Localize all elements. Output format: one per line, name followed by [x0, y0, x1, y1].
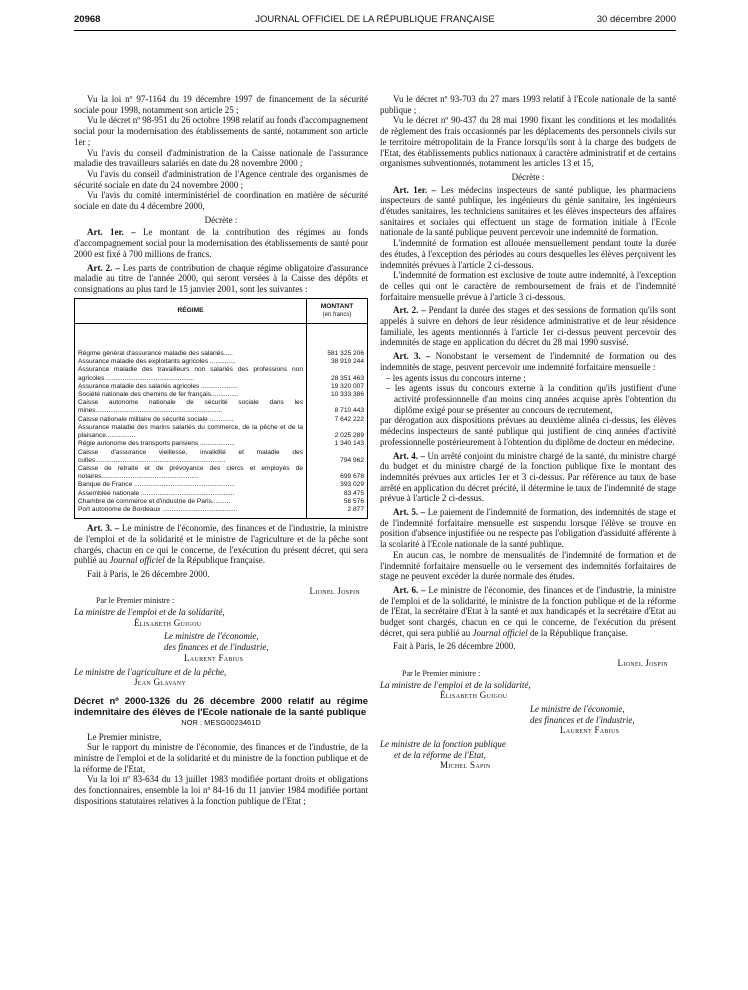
minister-title: Le ministre de l'économie, [530, 703, 625, 714]
decree-title: Décret nº 2000-1326 du 26 décembre 2000 relatif au régime indemnitaire des élèves de l'Ecole nationale de la santé publique [74, 695, 368, 718]
table-row [75, 383, 368, 391]
table-row [75, 481, 368, 489]
montant-cell: 19 320 007 [307, 383, 368, 391]
article-text: Le montant de la contribution des régimes au fonds d'accompagnement social pour la modernisation des établissements de santé pour 2000 est fixé à 700 millions de francs. [74, 227, 369, 259]
regime-cell: Régie autonome des transports parisiens ................... [78, 440, 235, 448]
regime-cell: Assurance maladie des travailleurs non salariés des professions non agricoles ................................................ [78, 366, 303, 382]
right-column [380, 94, 676, 771]
montant-cell: 581 325 206 [307, 324, 368, 359]
visa-paragraph: Vu le décret nº 98-951 du 26 octobre 1998 relatif au fonds d'accompagnement social pour la modernisation des établissements de santé, notamment son article 1er ; [74, 115, 368, 147]
visa-paragraph: Sur le rapport du ministre de l'économie, des finances et de l'industrie, de la ministre de l'emploi et de la solidarité et du ministre de la fonction publique et de la réforme de l'Etat, [74, 742, 368, 774]
article-4: Art. 4. – Un arrêté conjoint du ministre chargé de la santé, du ministre chargé du budget et du ministre chargé de la fonction publique fixe le montant des indemnités prévues aux articles 1er et 3 ci-dessus. Par référence au taux de base arrêté en application du décret précité, il détermine le taux de l'indemnité de stage prévue à l'article 2 ci-dessus. [380, 450, 677, 504]
montant-cell: 794 962 [307, 449, 368, 465]
article-label: Art. 5. – [393, 507, 426, 518]
article-2: Art. 2. – Pendant la durée des stages et des sessions de formation qu'ils sont appelés à suivre en dehors de leur résidence administrative et de leur résidence familiale, les agents mentionnés à l'article 1er ci-dessus peuvent percevoir des indemnités de stage en application du décret du 28 mai 1990 susvisé. [380, 305, 677, 348]
table-row [75, 498, 368, 506]
nor-reference: NOR : MESG0023461D [181, 717, 261, 727]
visa-paragraph: Vu l'avis du conseil d'administration de la Caisse nationale de l'assurance maladie des travailleurs salariés en date du 28 novembre 2000 ; [74, 147, 368, 169]
table-row [75, 358, 368, 366]
article-label: Art. 1er. – [87, 227, 136, 238]
paragraph: par dérogation aux dispositions prévues au deuxième alinéa ci-dessus, les élèves médecins inspecteurs de santé publique qui justifient de cinq années d'activité professionnelle postérieurement à l'obtention du diplôme de docteur en médecine. [380, 415, 676, 447]
minister-title: La ministre de l'emploi et de la solidarité, [380, 679, 531, 690]
montant-cell: 2 877 [307, 506, 368, 519]
table-row [75, 449, 368, 465]
left-column [74, 94, 368, 807]
fait-a-paris: Fait à Paris, le 26 décembre 2000. [393, 641, 516, 652]
table-row [75, 324, 368, 359]
montant-unit: (en francs) [322, 311, 352, 318]
decrete-heading: Décrète : [204, 214, 238, 225]
table-row [75, 391, 368, 399]
signature-prime-minister: Lionel Jospin [617, 658, 668, 669]
signature-minister: Laurent Fabius [560, 725, 620, 736]
montant-cell: 699 678 [307, 465, 368, 481]
montant-cell: 8 710 443 [307, 399, 368, 415]
montant-cell: 7 642 222 [307, 416, 368, 424]
article-5: Art. 5. – Le paiement de l'indemnité de formation, des indemnités de stage et de l'indemnité forfaitaire mensuelle est suspendu lorsque l'élève se trouve en position d'absence injustifiée ou ne respecte pas l'obligation d'assiduité afférente à la scolarité à l'Ecole nationale de la santé publique. [380, 507, 676, 550]
signature-minister: Michel Sapin [440, 760, 491, 771]
minister-title: et de la réforme de l'Etat, [394, 749, 486, 760]
montant-cell: 83 475 [307, 490, 368, 498]
montant-cell: 58 576 [307, 498, 368, 506]
list-item: – les agents issus du concours interne ; [386, 372, 526, 383]
par-premier-ministre: Par le Premier ministre : [96, 596, 175, 606]
paragraph: En aucun cas, le nombre de mensualités de l'indemnité de formation et de l'indemnité forfaitaire mensuelle ou le versement des indemnités forfaitaires de stage ne peuvent excéder la durée normale des études. [380, 549, 676, 582]
regime-cell: Banque de France ....................................................... [78, 481, 235, 489]
signature-prime-minister: Lionel Jospin [309, 585, 360, 596]
minister-title: Le ministre de l'agriculture et de la pêche, [74, 666, 227, 677]
header-rule [74, 30, 676, 31]
article-text: Les parts de contribution de chaque régime obligatoire d'assurance maladie au titre de l'année 2000, qui seront versées à la Caisse des dépôts et consignations au plus tard le 15 janvier 2001, sont les suivantes : [74, 262, 368, 294]
article-label: Art. 2. – [87, 262, 120, 273]
visa-paragraph: Vu le décret nº 90-437 du 28 mai 1990 fixant les conditions et les modalités de règlement des frais occasionnés par les déplacements des personnels civils sur le territoire métropolitain de la France lorsqu'ils sont à la charge des budgets de l'Etat, des établissements publics nationaux à caractère administratif et de certains organismes subventionnés, notamment les articles 13 et 15, [380, 115, 676, 169]
table-row [75, 490, 368, 498]
article-label: Art. 1er. – [393, 184, 437, 195]
article-label: Art. 3. – [393, 351, 431, 362]
decrete-heading: Décrète : [511, 171, 545, 182]
signature-minister: Jean Glavany [134, 677, 186, 688]
premier-ministre: Le Premier ministre, [87, 731, 162, 742]
regime-cell: Assurance maladie des marins salariés du commerce, de la pêche et de la plaisance................ [78, 423, 303, 440]
minister-title: La ministre de l'emploi et de la solidarité, [74, 607, 225, 618]
regime-cell: Caisse autonome nationale de sécurité sociale dans les mines..................................................................... [78, 399, 303, 415]
regime-cell: Port autonome de Bordeaux ......................................... [78, 505, 238, 513]
table-row [75, 465, 368, 481]
signature-minister: Élisabeth Guigou [440, 690, 508, 701]
regime-cell: Assurance maladie des exploitants agricoles .............. [78, 358, 236, 366]
regime-cell: Assemblée nationale ................................................... [78, 489, 235, 497]
regime-cell: Régime général d'assurance maladie des salariés..... [78, 350, 233, 358]
visa-paragraph: Vu la loi nº 97-1164 du 19 décembre 1997 de financement de la sécurité sociale pour 1998, notamment son article 25 ; [74, 94, 368, 115]
table-row [75, 506, 368, 519]
page-number: 20968 [74, 14, 101, 25]
minister-title: Le ministre de l'économie, [164, 631, 259, 642]
article-label: Art. 3. – [87, 523, 120, 534]
signature-minister: Élisabeth Guigou [134, 617, 202, 628]
article-2 [74, 263, 368, 295]
par-premier-ministre: Par le Premier ministre : [402, 668, 481, 678]
visa-paragraph: Vu la loi nº 83-634 du 13 juillet 1983 modifiée portant droits et obligations des fonctionnaires, ensemble la loi nº 84-16 du 11 janvier 1984 modifiée portant dispositions statutaires relatives à la fonction publique de l'Etat ; [74, 774, 368, 806]
regime-cell: Assurance maladie des salariés agricoles .................... [78, 382, 238, 390]
contribution-table [74, 298, 368, 519]
article-3: Art. 3. – Nonobstant le versement de l'indemnité de formation ou des indemnités de stage, peuvent percevoir une indemnité forfaitaire mensuelle : [380, 351, 677, 372]
visa-paragraph: Vu l'avis du comité interministériel de coordination en matière de sécurité sociale en date du 4 décembre 2000, [74, 190, 368, 212]
regime-cell: Chambre de commerce et d'industrie de Paris.......... [78, 497, 231, 505]
minister-title: des finances et de l'industrie, [164, 642, 269, 653]
article-1 [74, 227, 368, 259]
signature-minister: Laurent Fabius [184, 652, 244, 663]
article-label: Art. 4. – [393, 450, 425, 461]
regime-cell: Caisse nationale militaire de sécurité sociale ............. [78, 415, 234, 423]
column-header-montant: MONTANT (en francs) [307, 298, 368, 323]
journal-title: JOURNAL OFFICIEL DE LA RÉPUBLIQUE FRANÇAISE [255, 14, 495, 25]
issue-date: 30 décembre 2000 [596, 14, 676, 25]
montant-cell: 10 333 386 [307, 391, 368, 399]
visa-paragraph: Vu l'avis du conseil d'administration de l'Agence centrale des organismes de sécurité sociale en date du 24 novembre 2000 ; [74, 168, 368, 190]
montant-cell: 38 919 244 [307, 358, 368, 366]
article-3: Art. 3. – Le ministre de l'économie, des finances et de l'industrie, la ministre de l'emploi et de la solidarité et le ministre de l'agriculture et de la pêche sont chargés, chacun en ce qui le concerne, de l'exécution du présent décret, qui sera publié au Journal officiel de la République française. [74, 523, 368, 566]
montant-cell: 1 340 143 [307, 440, 368, 448]
montant-cell: 28 351 463 [307, 366, 368, 382]
table-row [75, 416, 368, 424]
minister-title: Le ministre de la fonction publique [380, 739, 506, 750]
table-body [75, 324, 368, 519]
regime-cell: Caisse de retraite et de prévoyance des clercs et employés de notaires..................................................... [78, 464, 303, 481]
table-row [75, 399, 368, 415]
article-6: Art. 6. – Le ministre de l'économie, des finances et de l'industrie, la ministre de l'emploi et de la solidarité, le ministre de la fonction publique et de la réforme de l'Etat, la secrétaire d'Etat à la santé et aux handicapés et la secrétaire d'Etat au budget sont chargés, chacun en ce qui le concerne, de l'exécution du présent décret, qui sera publié au Journal officiel de la République française. [380, 584, 677, 638]
page-header [74, 14, 676, 28]
article-1: Art. 1er. – Les médecins inspecteurs de santé publique, les pharmaciens inspecteurs de santé publique, les ingénieurs du génie sanitaire, les ingénieurs d'études sanitaires, les techniciens sanitaires et les élèves inspecteurs des affaires sanitaires et sociales qui effectuent un stage de formation initiale à l'Ecole nationale de la santé publique peuvent percevoir une indemnité de formation. [380, 184, 676, 238]
table-row [75, 424, 368, 440]
regime-cell: Société nationale des chemins de fer français............... [78, 391, 239, 399]
article-label: Art. 6. – [393, 584, 426, 595]
minister-title: des finances et de l'industrie, [530, 714, 635, 725]
table-row [75, 366, 368, 382]
column-header-regime: RÉGIME [75, 298, 307, 323]
paragraph: L'indemnité de formation est allouée mensuellement pendant toute la durée des études, à l'exception des périodes au cours desquelles les élèves perçoivent les indemnités prévues à l'article 2 ci-dessous. [380, 238, 676, 270]
paragraph: L'indemnité de formation est exclusive de toute autre indemnité, à l'exception de celles qui ont le caractère de remboursement de frais et de l'indemnité forfaitaire mensuelle prévue à l'article 3 ci-dessous. [380, 270, 676, 302]
journal-officiel: Journal officiel [109, 555, 165, 566]
journal-officiel: Journal officiel [472, 627, 528, 638]
visa-paragraph: Vu le décret nº 93-703 du 27 mars 1993 relatif à l'Ecole nationale de la santé publique ; [380, 94, 676, 115]
montant-cell: 2 025 289 [307, 424, 368, 440]
table-row [75, 440, 368, 448]
regime-cell: Caisse d'assurance vieillesse, invalidité et maladie des cultes....................................................................... [78, 448, 303, 464]
list-item: – les agents issus du concours externe à la condition qu'ils justifient d'une activité professionnelle d'au moins cinq années acquise après l'obtention du diplôme exigé pour se présenter au concours de recrutement, [386, 383, 676, 415]
fait-a-paris: Fait à Paris, le 26 décembre 2000. [87, 568, 210, 579]
article-label: Art. 2. – [393, 305, 426, 316]
montant-cell: 393 029 [307, 481, 368, 489]
